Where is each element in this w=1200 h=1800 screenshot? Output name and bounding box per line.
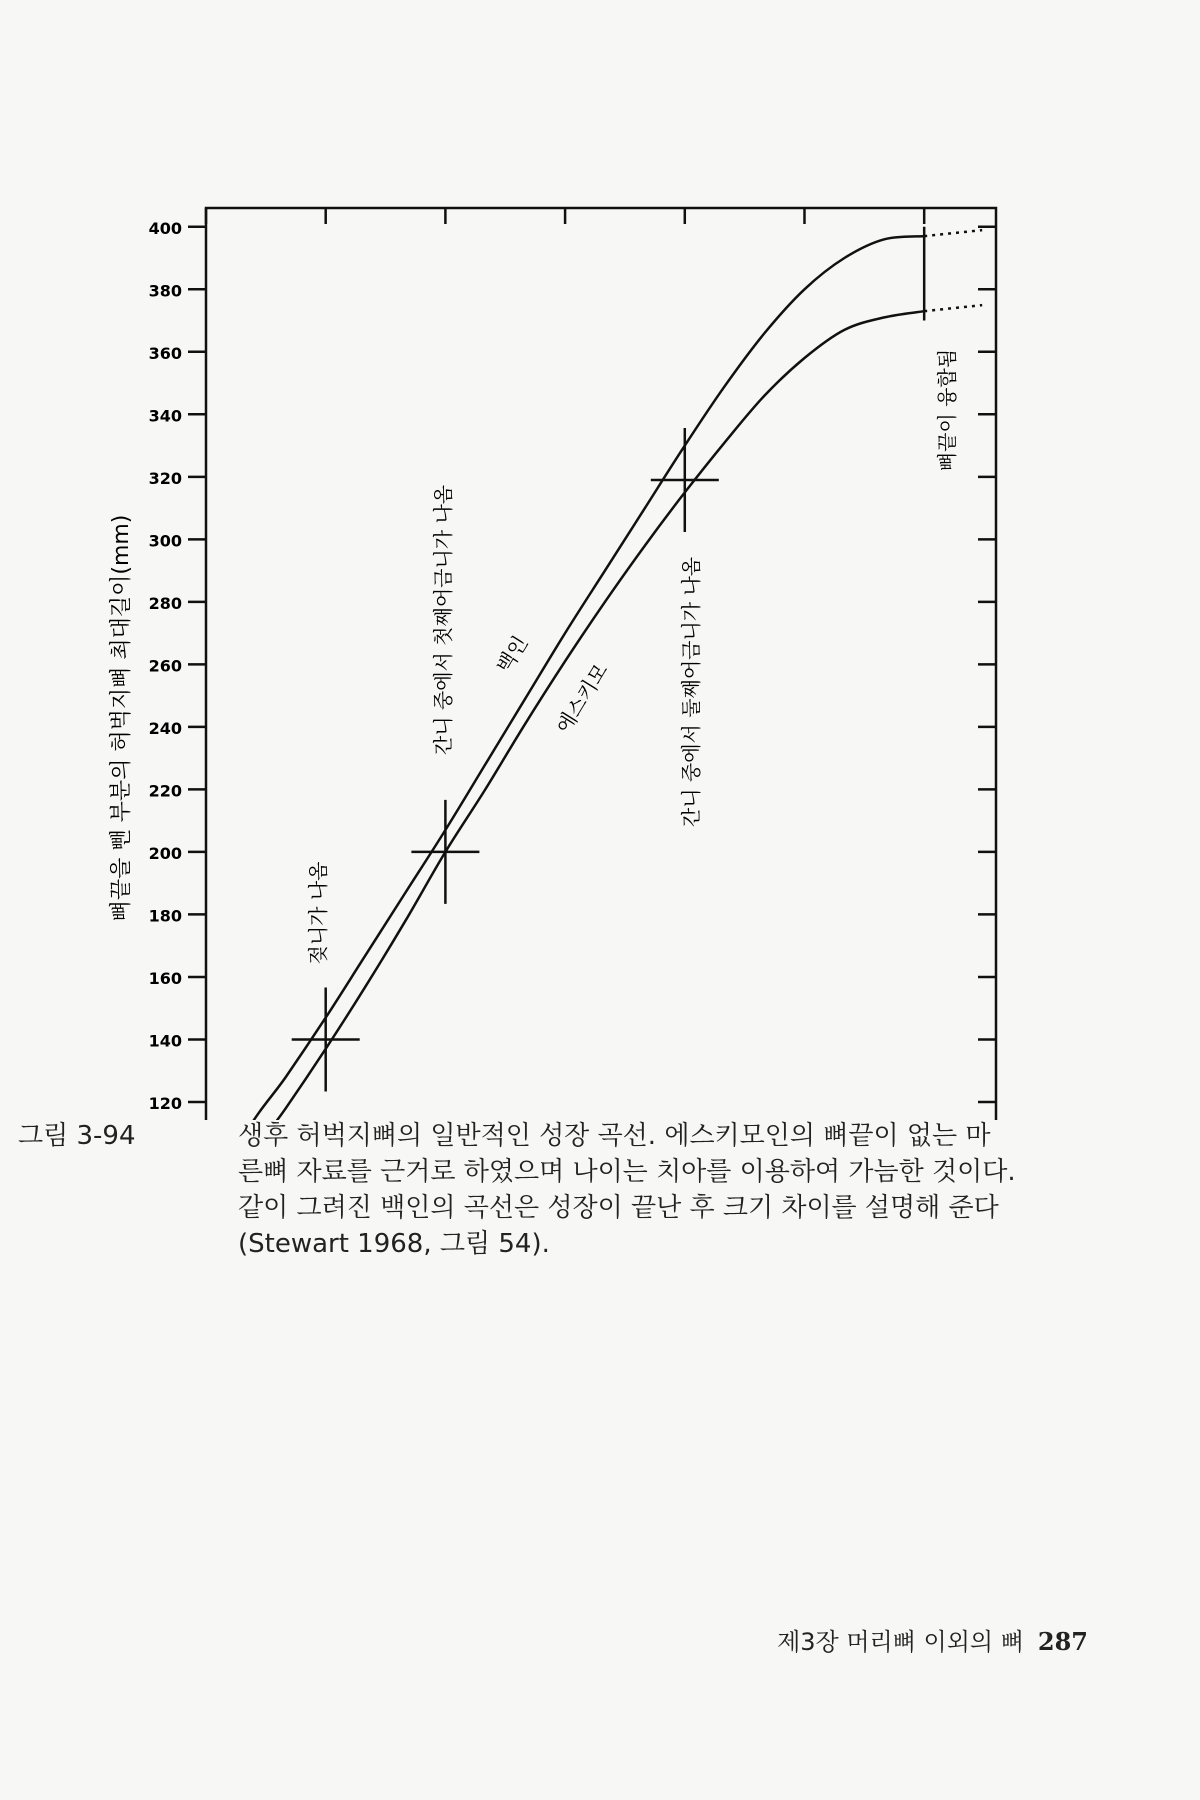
series-line-white: [206, 236, 924, 1120]
milestone-label-deciduous: 젖니가 나옴: [306, 861, 330, 965]
series-extension-dotted: [924, 305, 982, 311]
y-tick-label: 380: [148, 281, 182, 301]
series-label-white: 백인: [491, 631, 533, 678]
y-tick-label: 120: [148, 1093, 182, 1113]
caption-line: (Stewart 1968, 그림 54).: [238, 1229, 550, 1259]
y-tick-label: 220: [148, 781, 182, 801]
plot-frame: [206, 208, 996, 1120]
page-footer: [777, 1622, 1088, 1657]
y-tick-label: 360: [148, 343, 182, 363]
y-tick-label: 320: [148, 468, 182, 488]
y-tick-label: 180: [148, 906, 182, 926]
chapter-title: 제3장 머리뼈 이외의 뼈: [777, 1628, 1024, 1656]
caption-line: 같이 그려진 백인의 곡선은 성장이 끝난 후 크기 차이를 설명해 준다: [238, 1193, 999, 1223]
y-tick-label: 240: [148, 718, 182, 738]
milestone-label-first-molar: 간니 중에서 첫째어금니가 나옴: [431, 484, 455, 756]
series-label-eskimo: 에스키모: [551, 659, 613, 738]
caption-line: 생후 허벅지뼈의 일반적인 성장 곡선. 에스키모인의 뼈끝이 없는 마: [238, 1121, 991, 1151]
figure-caption: [18, 1118, 1118, 1262]
series-extension-dotted: [924, 230, 982, 236]
milestone-label-second-molar: 간니 중에서 둘째어금니가 나옴: [679, 556, 703, 828]
y-tick-label: 200: [148, 843, 182, 863]
caption-label: 그림 3-94: [18, 1121, 136, 1151]
y-tick-label: 140: [148, 1031, 182, 1051]
milestone-label-epiphyseal-fusion: 뼈끝이 융합됨: [935, 348, 959, 472]
y-tick-label: 400: [148, 218, 182, 238]
y-axis-label: 뼈끝을 뺀 부분의 허벅지뼈 최대길이(mm): [109, 514, 134, 922]
y-tick-label: 300: [148, 531, 182, 551]
y-tick-label: 280: [148, 593, 182, 613]
y-tick-label: 160: [148, 968, 182, 988]
page-number: 287: [1037, 1627, 1088, 1656]
caption-line: 른뼈 자료를 근거로 하였으며 나이는 치아를 이용하여 가늠한 것이다.: [238, 1157, 1016, 1187]
y-tick-label: 260: [148, 656, 182, 676]
y-tick-label: 340: [148, 406, 182, 426]
